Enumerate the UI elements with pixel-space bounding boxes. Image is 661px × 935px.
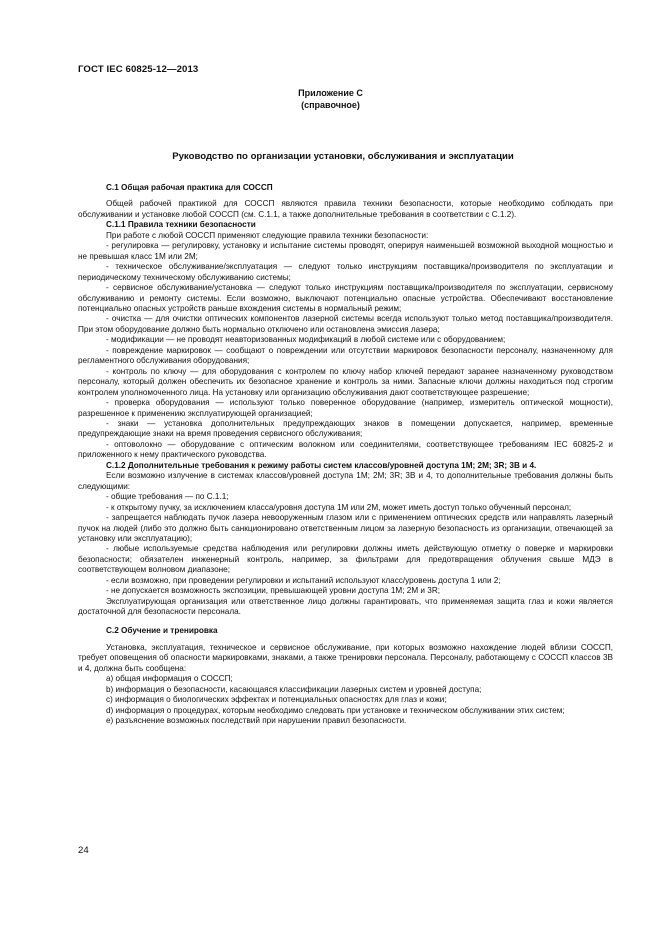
- paragraph: Эксплуатирующая организация или ответственное лицо должны гарантировать, что применяемая защита глаз и кожи является достаточной для безопасности персонала.: [78, 596, 613, 617]
- list-item: e) разъяснение возможных последствий при нарушении правил безопасности.: [106, 716, 407, 726]
- list-item: - к открытому пучку, за исключением класса/уровня доступа 1М или 2М, может иметь доступ только обученный персонал;: [106, 502, 572, 512]
- standard-designation: ГОСТ IEC 60825-12—2013: [78, 64, 199, 75]
- list-item: - очистка — для очистки оптических компонентов лазерной системы всегда используют только метод поставщика/производителя. При этом оборудование должно быть нормально отключено или остановлена эмиссия лазера;: [78, 314, 613, 334]
- list-item: - сервисное обслуживание/установка — следуют только инструкциям поставщика/производителя по эксплуатации, сервисному обслуживанию и ремонту системы. Если возможно, выключают потенциально опасные устройства. Обеспечивают восстановление потенциально опасных устройств раньше вхождения системы в нормальный режим;: [78, 283, 613, 313]
- list-item: a) общая информация о СОССП;: [106, 674, 233, 684]
- list-item: d) информация о процедурах, которым необходимо следовать при установке и техническом обслуживании этих систем;: [106, 705, 565, 715]
- document-body: [78, 183, 613, 727]
- section-heading-c12: С.1.2 Дополнительные требования к режиму работы систем классов/уровней доступа 1М; 2М; 3R; 3B и 4.: [106, 460, 537, 470]
- list-item: - повреждение маркировок — сообщают о повреждении или отсутствии маркировок безопасности персоналу, назначенному для регламентного обслуживания оборудования;: [78, 345, 613, 366]
- list-item: - не допускается возможность экспозиции, превышающей уровни доступа 1М; 2М и 3R;: [106, 586, 441, 596]
- list-item: - общие требования — по С.1.1;: [106, 492, 229, 502]
- list-item: - запрещается наблюдать пучок лазера невооруженным глазом или с применением оптических средств или направлять лазерный пучок на людей (либо это должно быть санкционировано ответственным лицом за лазерную безопасность из организации, отвечающей за установку или эксплуатацию);: [78, 513, 613, 543]
- list-item: - контроль по ключу — для оборудования с контролем по ключу набор ключей передают заранее назначенному руководством персоналу, который должен обеспечить их безопасное хранение и контроль за ними. Запасные ключи должны находиться под строгим контролем уполномоченного лица. На установку или организацию обслуживания дают соответствующее разрешение;: [78, 366, 613, 397]
- list-item: - проверка оборудования — используют только поверенное оборудование (например, измеритель оптической мощности), разрешенное к применению эксплуатирующей организацией;: [78, 398, 613, 418]
- list-item: - знаки — установка дополнительных предупреждающих знаков в помещении допускается, например, временные предупреждающие знаки на время проведения сервисного обслуживания;: [78, 418, 613, 439]
- annex-title: Приложение С: [298, 88, 363, 98]
- section-heading-c11: С.1.1 Правила техники безопасности: [106, 220, 256, 230]
- list-item: - любые используемые средства наблюдения или регулировки должны иметь действующую отметку о поверке и маркировки безопасности; обязателен инженерный контроль, например, за фильтрами для предотвращения облучения свыше МДЭ в соответствующем волновом диапазоне;: [78, 544, 613, 575]
- section-heading-c1: С.1 Общая рабочая практика для СОССП: [106, 183, 273, 192]
- list-item: - оптоволокно — оборудование с оптическим волокном или соединителями, соответствующее требованиям IEC 60825-2 и приложенного к нему практического руководства.: [78, 439, 613, 460]
- list-item: c) информация о биологических эффектах и потенциальных опасностях для глаз и кожи;: [106, 695, 447, 705]
- paragraph: Если возможно излучение в системах классов/уровней доступа 1М; 2М; 3R; 3В и 4, то дополнительные требования должны быть следующими:: [78, 471, 613, 491]
- list-item: - если возможно, при проведении регулировки и испытаний используют класс/уровень доступа 1 или 2;: [106, 575, 501, 585]
- list-item: - регулировка — регулировку, установку и испытание системы проводят, оперируя наименьшей возможной выходной мощностью и не превышая класс 1М или 2М;: [78, 241, 613, 261]
- document-title: Руководство по организации установки, обслуживания и эксплуатации: [172, 151, 514, 162]
- page-number: 24: [78, 845, 89, 856]
- list-item: - модификации — не проводят неавторизованных модификаций в любой системе или с оборудованием;: [106, 335, 506, 345]
- paragraph: При работе с любой СОССП применяют следующие правила техники безопасности:: [106, 230, 429, 240]
- paragraph: Общей рабочей практикой для СОССП являются правила техники безопасности, которые необходимо соблюдать при обслуживании и установке любой СОССП (см. С.1.1, а также дополнительные требования в соответствии с С.1.2).: [78, 199, 613, 219]
- section-heading-c2: С.2 Обучение и тренировка: [106, 625, 218, 635]
- paragraph: Установка, эксплуатация, техническое и сервисное обслуживание, при которых возможно нахождение людей вблизи СОССП, требует оповещения об опасности маркировками, знаками, а также тренировки персонала. Персоналу, работающему с СОССП классов 3В и 4, должна быть сообщена:: [78, 643, 613, 673]
- list-item: b) информация о безопасности, касающаяся классификации лазерных систем и уровней доступа;: [106, 684, 482, 694]
- list-item: - техническое обслуживание/эксплуатация — следуют только инструкциям поставщика/производителя по эксплуатации и периодическому техническому обслуживанию системы;: [78, 262, 613, 282]
- annex-subtitle: (справочное): [301, 100, 360, 110]
